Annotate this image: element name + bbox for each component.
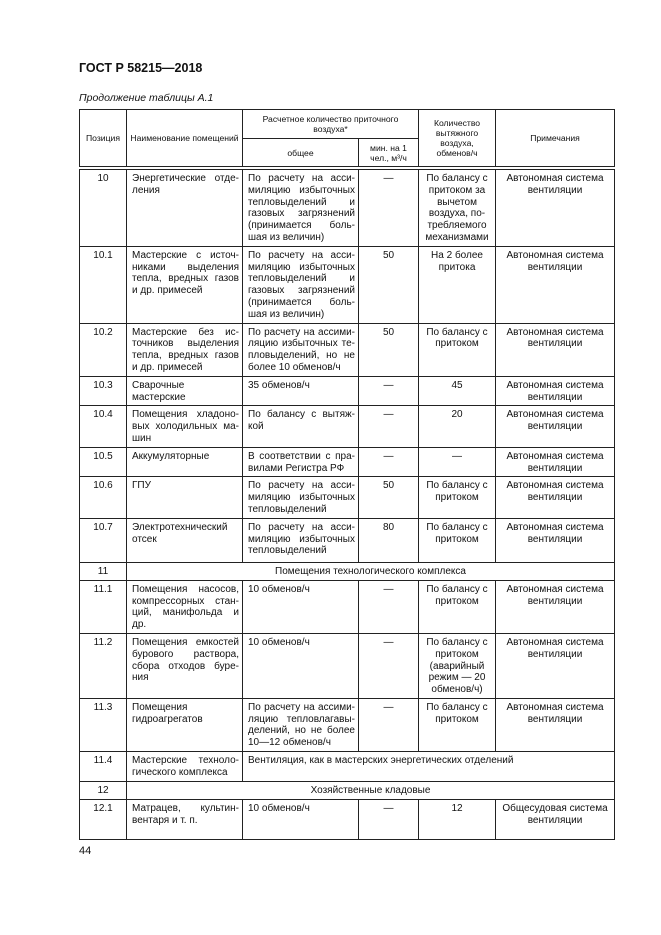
cell-supply-total: 10 обменов/ч bbox=[243, 580, 359, 633]
table-row bbox=[80, 447, 615, 477]
section-title: Хозяйственные кладовые bbox=[127, 782, 615, 800]
cell-supply-total: По расчету на ассими-ляцию тепловлагавы-делений, но не более 10—12 обменов/ч bbox=[243, 698, 359, 751]
table-row bbox=[80, 246, 615, 323]
cell-position: 10.6 bbox=[80, 477, 127, 518]
header-exhaust: Количество вытяжного воздуха, обменов/ч bbox=[419, 110, 496, 167]
cell-supply-total: По расчету на асси-миляцию избыточных тепловыделений и газовых загрязнений (принимается боль-шая из величин) bbox=[243, 246, 359, 323]
cell-supply-per-person: — bbox=[359, 633, 419, 698]
table-row bbox=[80, 580, 615, 633]
cell-position: 10 bbox=[80, 170, 127, 247]
table-row bbox=[80, 698, 615, 751]
cell-notes: Автономная система вентиляции bbox=[496, 376, 615, 406]
cell-name: ГПУ bbox=[127, 477, 243, 518]
cell-supply-per-person: — bbox=[359, 376, 419, 406]
header-supply-group: Расчетное количество приточного воздуха* bbox=[243, 110, 419, 139]
table-row bbox=[80, 800, 615, 840]
table-caption: Продолжение таблицы А.1 bbox=[79, 92, 214, 104]
cell-exhaust: По балансу с притоком bbox=[419, 518, 496, 562]
page-number: 44 bbox=[79, 845, 92, 857]
cell-notes: Автономная система вентиляции bbox=[496, 170, 615, 247]
cell-exhaust: По балансу с притоком за вычетом воздуха, по-требляемого механизмами bbox=[419, 170, 496, 247]
header-name: Наименование помещений bbox=[127, 110, 243, 167]
cell-position: 10.1 bbox=[80, 246, 127, 323]
cell-supply-total: По расчету на ассими-ляцию избыточных те-пловыделений, но не более 10 обменов/ч bbox=[243, 323, 359, 376]
table-row bbox=[80, 323, 615, 376]
section-row bbox=[80, 562, 615, 580]
cell-name: Помещения емкостей бурового раствора, сбора отходов буре-ния bbox=[127, 633, 243, 698]
cell-position: 10.3 bbox=[80, 376, 127, 406]
cell-position: 11.1 bbox=[80, 580, 127, 633]
cell-exhaust: 45 bbox=[419, 376, 496, 406]
table-row bbox=[80, 170, 615, 247]
cell-supply-total: 10 обменов/ч bbox=[243, 633, 359, 698]
header-supply-total: общее bbox=[243, 139, 359, 167]
cell-supply-per-person: — bbox=[359, 580, 419, 633]
cell-notes: Автономная система вентиляции bbox=[496, 698, 615, 751]
cell-notes: Автономная система вентиляции bbox=[496, 246, 615, 323]
cell-notes: Автономная система вентиляции bbox=[496, 633, 615, 698]
cell-supply-per-person: — bbox=[359, 406, 419, 447]
cell-supply-per-person: 50 bbox=[359, 246, 419, 323]
cell-position: 10.7 bbox=[80, 518, 127, 562]
cell-position: 10.5 bbox=[80, 447, 127, 477]
cell-supply-per-person: — bbox=[359, 170, 419, 247]
cell-name: Матрацев, культин-вентаря и т. п. bbox=[127, 800, 243, 840]
table-row bbox=[80, 518, 615, 562]
cell-notes: Общесудовая система вентиляции bbox=[496, 800, 615, 840]
header-position: Позиция bbox=[80, 110, 127, 167]
section-position: 12 bbox=[80, 782, 127, 800]
cell-exhaust: По балансу с притоком bbox=[419, 698, 496, 751]
header-supply-per-person: мин. на 1 чел., м³/ч bbox=[359, 139, 419, 167]
cell-position: 12.1 bbox=[80, 800, 127, 840]
cell-name: Аккумуляторные bbox=[127, 447, 243, 477]
cell-notes: Автономная система вентиляции bbox=[496, 477, 615, 518]
cell-name: Помещения гидроагрегатов bbox=[127, 698, 243, 751]
cell-exhaust: По балансу с притоком bbox=[419, 323, 496, 376]
cell-supply-per-person: 80 bbox=[359, 518, 419, 562]
cell-merged-text: Вентиляция, как в мастерских энергетических отделений bbox=[243, 752, 615, 782]
cell-name: Мастерские без ис-точников выделения тепла, вредных газов и др. примесей bbox=[127, 323, 243, 376]
cell-supply-per-person: — bbox=[359, 447, 419, 477]
cell-exhaust: — bbox=[419, 447, 496, 477]
cell-supply-per-person: — bbox=[359, 698, 419, 751]
cell-position: 11.4 bbox=[80, 752, 127, 782]
cell-supply-total: В соответствии с пра-вилами Регистра РФ bbox=[243, 447, 359, 477]
cell-name: Мастерские техноло-гического комплекса bbox=[127, 752, 243, 782]
cell-supply-total: По расчету на асси-миляцию избыточных тепловыделений bbox=[243, 518, 359, 562]
cell-exhaust: По балансу с притоком bbox=[419, 580, 496, 633]
cell-notes: Автономная система вентиляции bbox=[496, 580, 615, 633]
cell-position: 10.2 bbox=[80, 323, 127, 376]
cell-name: Помещения хладоно-вых холодильных ма-шин bbox=[127, 406, 243, 447]
table-row bbox=[80, 406, 615, 447]
cell-exhaust: По балансу с притоком bbox=[419, 477, 496, 518]
cell-supply-total: По расчету на асси-миляцию избыточных тепловыделений bbox=[243, 477, 359, 518]
cell-supply-total: По балансу с вытяж-кой bbox=[243, 406, 359, 447]
header-notes: Примечания bbox=[496, 110, 615, 167]
table-row bbox=[80, 477, 615, 518]
cell-name: Мастерские с источ-никами выделения тепла, вредных газов и др. примесей bbox=[127, 246, 243, 323]
cell-notes: Автономная система вентиляции bbox=[496, 406, 615, 447]
cell-supply-total: 10 обменов/ч bbox=[243, 800, 359, 840]
cell-name: Электротехнический отсек bbox=[127, 518, 243, 562]
cell-name: Энергетические отде-ления bbox=[127, 170, 243, 247]
cell-supply-total: 35 обменов/ч bbox=[243, 376, 359, 406]
cell-supply-per-person: 50 bbox=[359, 323, 419, 376]
table-row bbox=[80, 752, 615, 782]
cell-position: 11.2 bbox=[80, 633, 127, 698]
ventilation-table bbox=[79, 109, 615, 840]
table-row bbox=[80, 376, 615, 406]
section-position: 11 bbox=[80, 562, 127, 580]
cell-name: Сварочные мастерские bbox=[127, 376, 243, 406]
cell-position: 10.4 bbox=[80, 406, 127, 447]
cell-notes: Автономная система вентиляции bbox=[496, 323, 615, 376]
cell-name: Помещения насосов, компрессорных стан-ций, манифольда и др. bbox=[127, 580, 243, 633]
section-row bbox=[80, 782, 615, 800]
section-title: Помещения технологического комплекса bbox=[127, 562, 615, 580]
cell-exhaust: 12 bbox=[419, 800, 496, 840]
cell-exhaust: 20 bbox=[419, 406, 496, 447]
document-code: ГОСТ Р 58215—2018 bbox=[79, 61, 203, 75]
cell-supply-total: По расчету на асси-миляцию избыточных тепловыделений и газовых загрязнений (принимается боль-шая из величин) bbox=[243, 170, 359, 247]
cell-exhaust: На 2 более притока bbox=[419, 246, 496, 323]
table-row bbox=[80, 633, 615, 698]
cell-position: 11.3 bbox=[80, 698, 127, 751]
cell-exhaust: По балансу с притоком (аварийный режим — 20 обменов/ч) bbox=[419, 633, 496, 698]
cell-supply-per-person: 50 bbox=[359, 477, 419, 518]
cell-supply-per-person: — bbox=[359, 800, 419, 840]
cell-notes: Автономная система вентиляции bbox=[496, 447, 615, 477]
cell-notes: Автономная система вентиляции bbox=[496, 518, 615, 562]
